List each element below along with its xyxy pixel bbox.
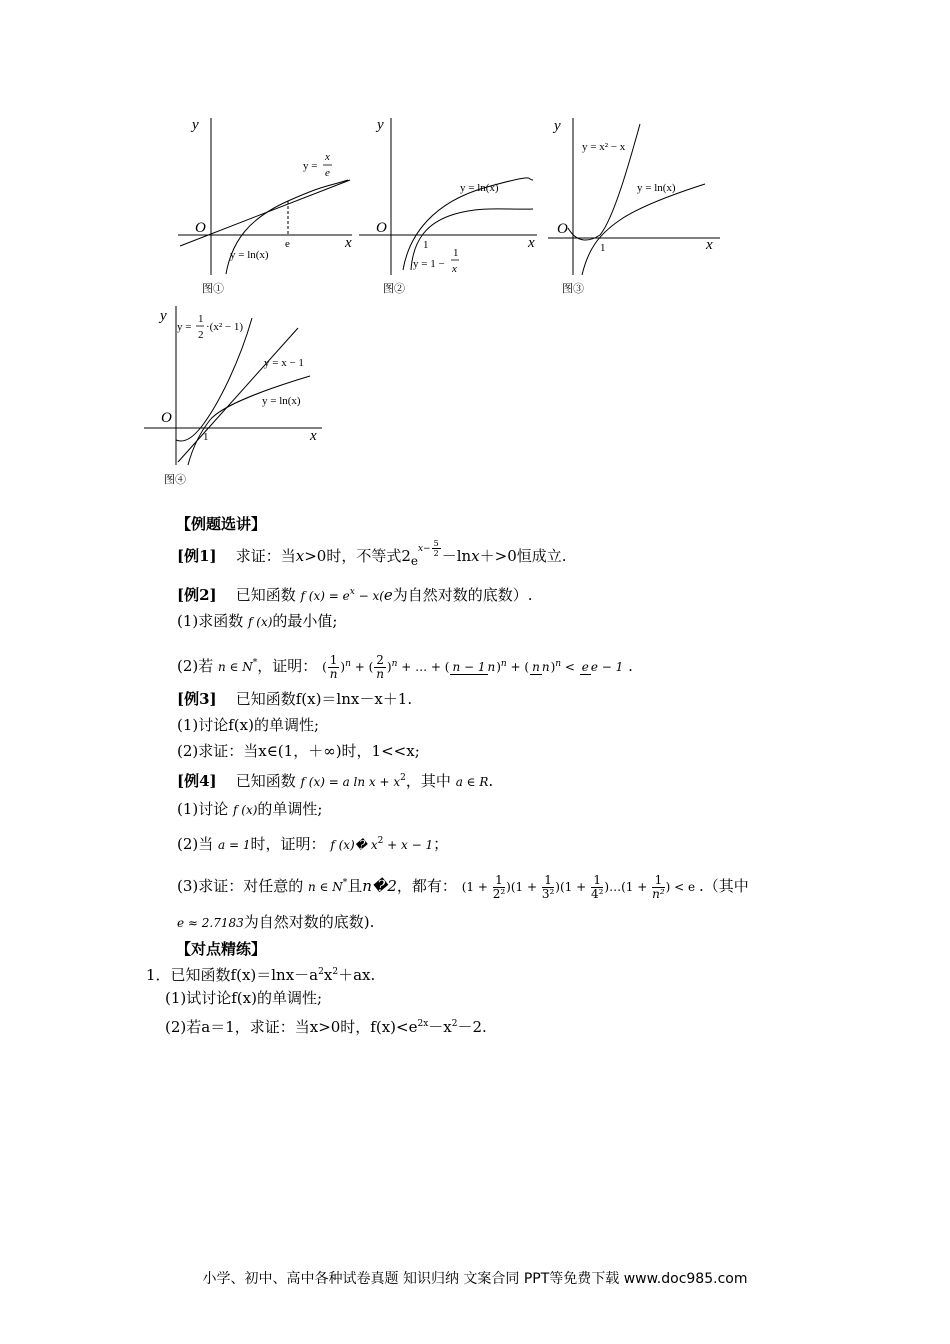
origin-label: O bbox=[557, 221, 568, 237]
y-axis-label: y bbox=[160, 308, 167, 324]
example-3: [例3] 已知函数f(x)＝lnx－x＋1. bbox=[177, 690, 413, 708]
origin-label: O bbox=[161, 410, 172, 426]
half-label-suffix: ·(x² − 1) bbox=[206, 321, 243, 333]
tick-1-label: 1 bbox=[423, 239, 429, 251]
tick-1-label: 1 bbox=[203, 431, 209, 443]
example-tag: [例4] bbox=[177, 772, 217, 790]
figure-caption: 图① bbox=[202, 283, 224, 295]
example-4-q1: (1)讨论 f (x)的单调性; bbox=[177, 800, 323, 818]
half-label-prefix: y = bbox=[177, 321, 192, 333]
figure-1 bbox=[170, 110, 360, 300]
recip-label-den: x bbox=[452, 263, 457, 275]
example-2-q2: (2)若 n ∈ N*，证明： ( $\frac{1}{n})^n$ + ( $\frac{2}{n})^n$ + … + ( n − 1 n)$^n$ + ( n n)$^n$ < e e − 1 . bbox=[177, 653, 633, 681]
ln-label: y = ln(x) bbox=[637, 182, 676, 194]
figure-2 bbox=[355, 110, 545, 300]
figure-caption: 图④ bbox=[164, 474, 186, 486]
origin-label: O bbox=[376, 220, 387, 236]
tangent-label-num: x bbox=[325, 151, 330, 163]
practice-1-q1: (1)试讨论f(x)的单调性; bbox=[165, 989, 323, 1007]
example-tag: [例2] bbox=[177, 586, 217, 604]
y-axis-label: y bbox=[554, 118, 561, 134]
tangent-label-prefix: y = bbox=[303, 160, 318, 172]
tick-1-label: 1 bbox=[600, 242, 606, 254]
figure-caption: 图③ bbox=[562, 283, 584, 295]
practice-1-q2: (2)若a＝1，求证：当x>0时，$f(x)<e^{2x}-x^2-2$. bbox=[165, 1018, 487, 1036]
x-axis-label: x bbox=[706, 237, 713, 253]
section-heading-practice: 【对点精练】 bbox=[176, 940, 267, 958]
y-axis-label: y bbox=[377, 117, 384, 133]
figure-3 bbox=[540, 110, 730, 300]
example-1: [例1] 求证：当x>0时，不等式$2_e^{x- \frac{5}{2}}$ －lnx＋>0恒成立. bbox=[177, 539, 567, 568]
ln-label: y = ln(x) bbox=[460, 182, 499, 194]
practice-1: 1．已知函数$f(x)=\ln x-a^2x^2+ax$. bbox=[146, 966, 376, 984]
x-axis-label: x bbox=[528, 235, 535, 251]
figure-4 bbox=[140, 300, 340, 490]
linear-label: y = x − 1 bbox=[264, 357, 304, 369]
example-2-q1: (1)求函数 f (x)的最小值; bbox=[177, 612, 338, 630]
example-4: [例4] 已知函数 f (x) = a $\ln x + x^2$，其中 a ∈ R. bbox=[177, 772, 494, 790]
section-heading-examples: 【例题选讲】 bbox=[176, 515, 267, 533]
tangent-label-den: e bbox=[325, 167, 330, 179]
x-axis-label: x bbox=[345, 235, 352, 251]
example-3-q2: (2)求证：当x∈(1，＋∞)时，1<<x; bbox=[177, 742, 420, 760]
example-tag: [例3] bbox=[177, 690, 217, 708]
ln-label: y = ln(x) bbox=[262, 395, 301, 407]
tick-e-label: e bbox=[285, 238, 290, 250]
page-footer: 小学、初中、高中各种试卷真题 知识归纳 文案合同 PPT等免费下载 www.doc985.com bbox=[202, 1271, 748, 1287]
half-label-num: 1 bbox=[198, 313, 204, 325]
y-axis-label: y bbox=[192, 117, 199, 133]
example-2: [例2] 已知函数 f $(x) = e^x - x(e$为自然对数的底数）. bbox=[177, 586, 533, 604]
example-tag: [例1] bbox=[177, 547, 217, 565]
example-4-q3-line2: e ≈ 2.7183为自然对数的底数). bbox=[177, 913, 375, 931]
example-3-q1: (1)讨论f(x)的单调性; bbox=[177, 716, 320, 734]
ln-curve bbox=[582, 184, 705, 275]
ln-label: y = ln(x) bbox=[230, 249, 269, 261]
example-4-q3: (3)求证：对任意的 n ∈ N*且n�2，都有： (1 + $\frac{1}{\text{2²}}$ )(1 + $\frac{1}{\text{3²}}$ )(1 + $\frac{1}{\text{4²}}$ )…(1 + $\frac{1}{\text{n²}}) < e$ .（其中 bbox=[177, 873, 749, 901]
origin-label: O bbox=[195, 220, 206, 236]
quadratic-label: y = x² − x bbox=[582, 141, 626, 153]
half-label-den: 2 bbox=[198, 329, 204, 341]
recip-label-num: 1 bbox=[453, 247, 459, 259]
recip-label-prefix: y = 1 − bbox=[413, 258, 445, 270]
figure-caption: 图② bbox=[383, 283, 405, 295]
example-4-q2: (2)当 a = 1时，证明： f (x)� $x^2 + x - 1$； bbox=[177, 835, 449, 853]
x-axis-label: x bbox=[310, 428, 317, 444]
